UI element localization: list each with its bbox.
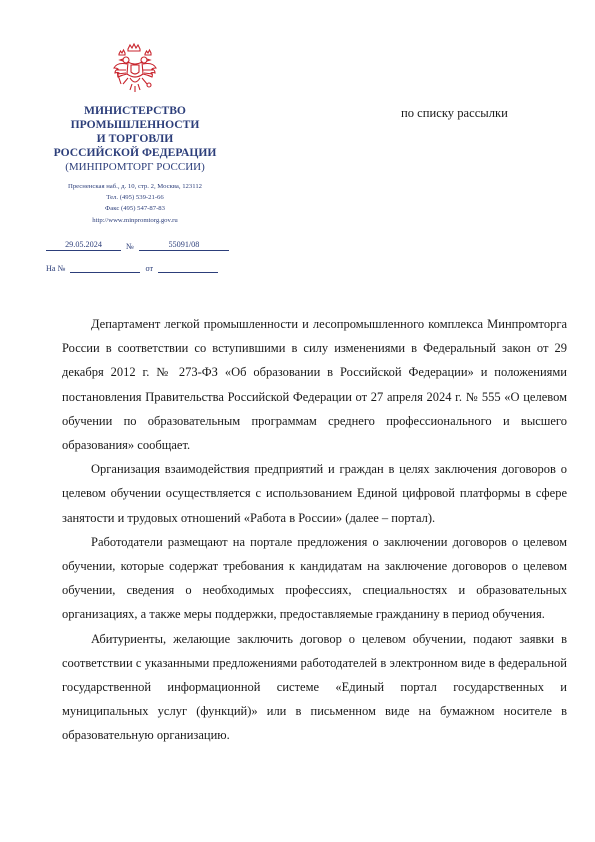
registration-date: 29.05.2024: [46, 240, 121, 251]
fax: Факс (495) 547-87-83: [105, 205, 165, 213]
ministry-line: РОССИЙСКОЙ ФЕДЕРАЦИИ: [53, 146, 217, 159]
ministry-name: [30, 104, 240, 174]
paragraph: Департамент легкой промышленности и лесопромышленного комплекса Минпромторга России в соответствии со вступившими в силу изменениями в Федеральный закон от 29 декабря 2012 г. № 273-ФЗ «Об образовании в Российской Федерации» и положениями постановления Правительства Российской Федерации от 27 апреля 2024 г. № 555 «О целевом обучении по образовательным программам среднего профессионального и высшего образования» сообщает.: [62, 317, 567, 453]
letterhead: [30, 40, 240, 226]
registration-line: [46, 240, 229, 251]
phone: Тел. (495) 539-21-66: [106, 194, 164, 202]
website: http://www.minpromtorg.gov.ru: [92, 216, 178, 224]
ministry-line: ПРОМЫШЛЕННОСТИ: [70, 118, 200, 131]
reference-date: [158, 262, 218, 273]
number-label: №: [126, 242, 134, 251]
reference-date-label: от: [145, 264, 154, 273]
paragraph: Организация взаимодействия предприятий и граждан в целях заключения договоров о целевом обучении осуществляется с использованием Единой цифровой платформы в сфере занятости и трудовых отношений «Работа в России» (далее – портал).: [62, 462, 567, 525]
letter-body: [62, 312, 567, 748]
addressee: по списку рассылки: [401, 106, 508, 120]
reference-line: [46, 262, 218, 273]
paragraph: Абитуриенты, желающие заключить договор о целевом обучении, подают заявки в соответствии с указанными предложениями работодателей в электронном виде в федеральной государственной информационной системе «Единый портал государственных и муниципальных услуг (функций)» или в письменном виде на бумажном носителе в образовательную организацию.: [62, 631, 567, 743]
reference-number: [70, 262, 140, 273]
registration-number: 55091/08: [139, 240, 229, 251]
ministry-line: И ТОРГОВЛИ: [96, 132, 174, 145]
ministry-line: МИНИСТЕРСТВО: [84, 104, 186, 117]
ministry-short-name: (МИНПРОМТОРГ РОССИИ): [65, 161, 205, 173]
contact-block: [30, 181, 240, 226]
paragraph: Работодатели размещают на портале предложения о заключении договоров о целевом обучении, которые содержат требования к кандидатам на заключение договоров о целевом обучении, сведения о необходимых профессиях, специальностях и образовательных организациях, а также меры поддержки, предоставляемые гражданину в период обучения.: [62, 534, 567, 622]
address: Пресненская наб., д. 10, стр. 2, Москва, 123112: [67, 183, 203, 190]
coat-of-arms-icon: [111, 40, 159, 98]
reference-label: На №: [46, 264, 66, 273]
